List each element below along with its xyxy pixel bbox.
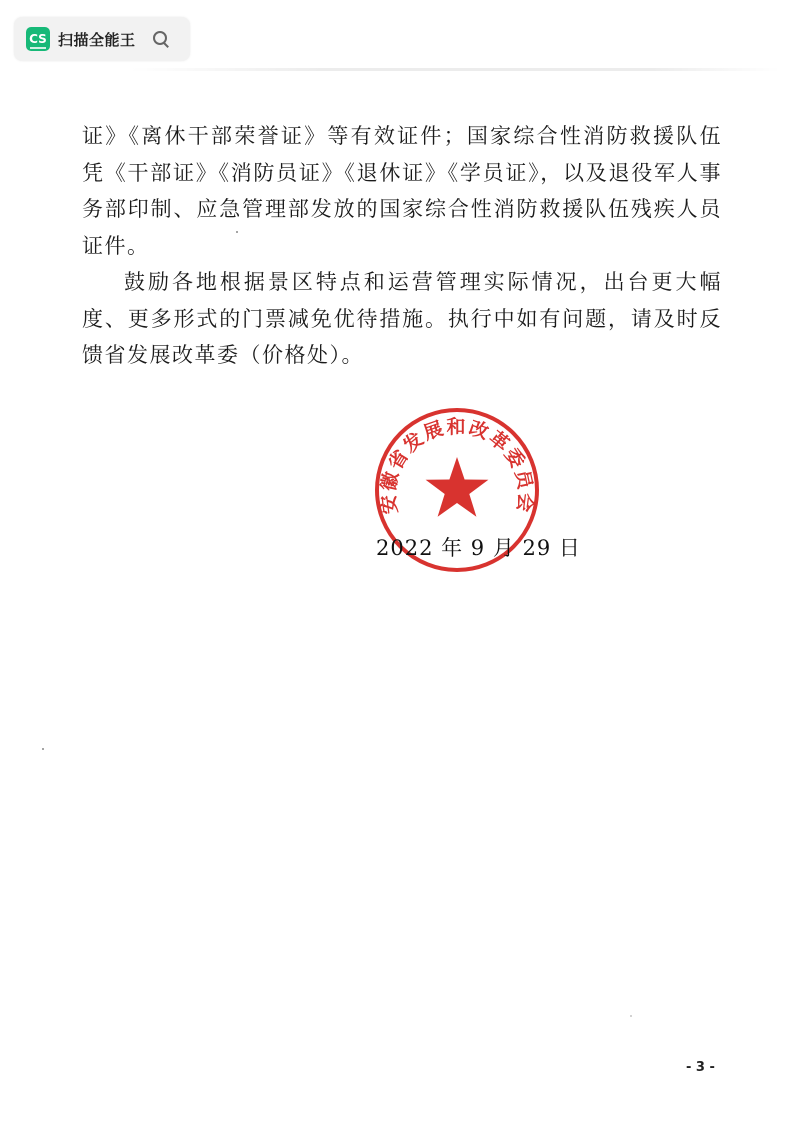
- seal-star-icon: [426, 457, 489, 517]
- camscanner-app-name: 扫描全能王: [58, 30, 136, 49]
- scan-speck: [42, 748, 44, 750]
- scan-edge-artifact: [130, 68, 780, 71]
- page-number: - 3 -: [686, 1060, 715, 1075]
- scan-speck: [236, 231, 238, 233]
- paragraph-encouragement: 鼓励各地根据景区特点和运营管理实际情况，出台更大幅度、更多形式的门票减免优待措施。执行中如有问题，请及时反馈省发展改革委（价格处）。: [82, 270, 722, 367]
- scan-speck: [630, 1015, 632, 1017]
- paragraph-id-documents: 证》《离休干部荣誉证》等有效证件；国家综合性消防救援队伍凭《干部证》《消防员证》《退休证》《学员证》，以及退役军人事务部印制、应急管理部发放的国家综合性消防救援队伍残疾人员证件。: [82, 124, 722, 258]
- search-icon[interactable]: [152, 30, 170, 48]
- issue-date: 2022 年 9 月 29 日: [376, 536, 581, 560]
- camscanner-watermark: [14, 17, 190, 61]
- camscanner-logo-icon: CS: [26, 27, 50, 51]
- seal-text-path: 安徽省发展和改革委员会: [377, 415, 537, 516]
